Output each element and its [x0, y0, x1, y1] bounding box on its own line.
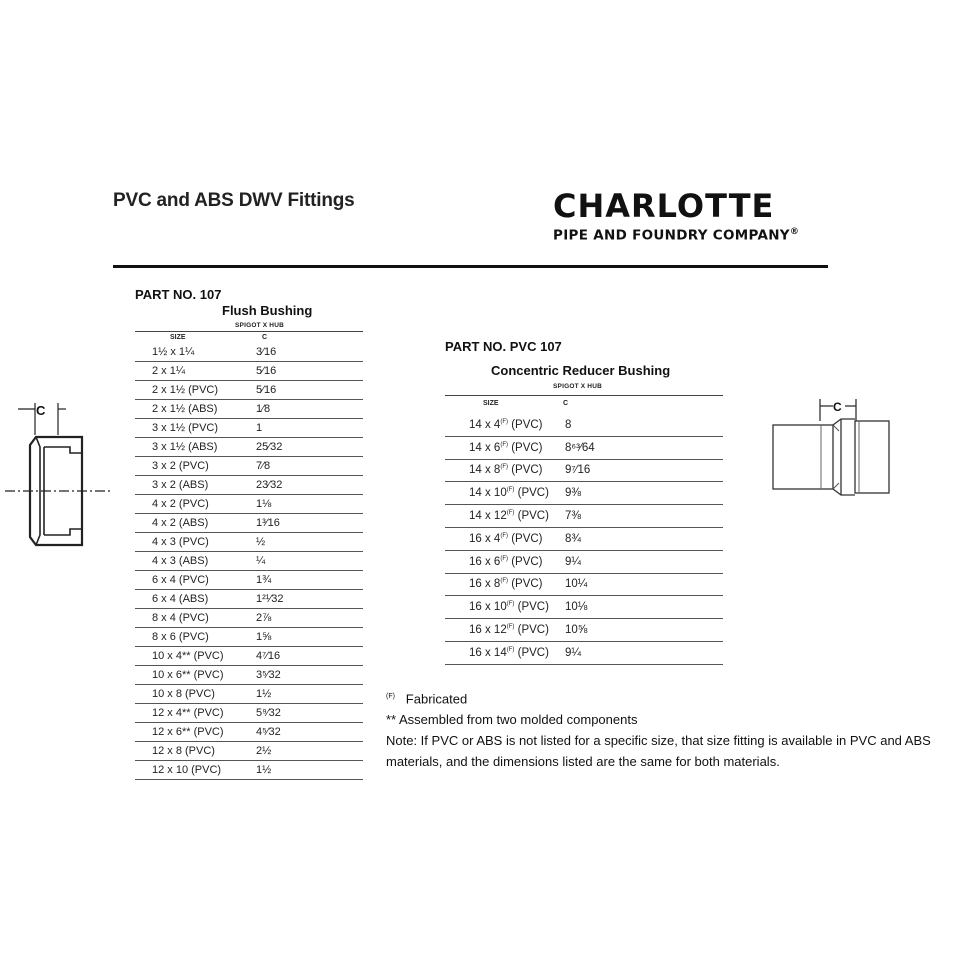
- material-value: (PVC): [511, 578, 543, 591]
- c-dimension-cell: 1: [248, 419, 363, 438]
- size-cell: 3 x 1½ (ABS): [135, 438, 248, 457]
- size-cell: 4 x 3 (PVC): [135, 533, 248, 552]
- material-value: (PVC): [517, 601, 549, 614]
- table-row: [135, 438, 363, 457]
- size-cell: 2 x 1½ (ABS): [135, 400, 248, 419]
- left-part-number: PART NO. 107: [135, 287, 222, 302]
- right-fitting-name: Concentric Reducer Bushing: [491, 363, 671, 378]
- left-col-c-header: C: [262, 334, 268, 341]
- c-dimension-cell: 3⁄16: [248, 343, 363, 362]
- header-divider: [113, 265, 828, 268]
- size-cell: 2 x 1½ (PVC): [135, 381, 248, 400]
- size-cell: 10 x 4** (PVC): [135, 647, 248, 666]
- size-cell: 12 x 4** (PVC): [135, 704, 248, 723]
- fabricated-mark: (F): [500, 464, 508, 471]
- c-dimension-cell: 9⅜: [557, 482, 723, 505]
- size-cell: 2 x 1¼: [135, 362, 248, 381]
- c-dimension-cell: 7⅜: [557, 505, 723, 528]
- table-row: [135, 704, 363, 723]
- flush-bushing-diagram: [0, 395, 120, 555]
- company-logo-subtitle: [553, 227, 799, 244]
- table-row: [445, 550, 723, 573]
- left-fitting-subtitle: SPIGOT X HUB: [235, 322, 284, 329]
- size-cell: [445, 436, 557, 459]
- fabricated-mark: (F): [500, 578, 508, 585]
- size-value: 14 x 6: [469, 441, 501, 454]
- size-value: 16 x 4: [469, 532, 501, 545]
- left-fitting-name: Flush Bushing: [222, 303, 313, 318]
- table-row: [445, 482, 723, 505]
- note-fabricated: [386, 686, 958, 709]
- fabricated-mark: (F): [506, 647, 515, 654]
- right-col-size-header: SIZE: [483, 400, 499, 407]
- size-cell: 3 x 1½ (PVC): [135, 419, 248, 438]
- table-row: [135, 419, 363, 438]
- company-logo-wordmark: CHARLOTTE: [553, 187, 775, 225]
- c-dimension-cell: 8: [557, 414, 723, 436]
- table-row: [445, 414, 723, 436]
- material-value: (PVC): [511, 418, 543, 431]
- table-row: [445, 459, 723, 482]
- c-dimension-cell: 1¾: [248, 571, 363, 590]
- note-materials: Note: If PVC or ABS is not listed for a specific size, that size fitting is available in PVC and ABS materials, and the dimensions listed are the same for both materials.: [386, 733, 931, 770]
- notes-section: [386, 686, 958, 772]
- c-dimension-cell: 1²¹⁄32: [248, 590, 363, 609]
- material-value: (PVC): [511, 464, 543, 477]
- c-dimension-cell: 1½: [248, 685, 363, 704]
- c-dimension-cell: 7⁄8: [248, 457, 363, 476]
- size-value: 16 x 14: [469, 646, 507, 659]
- c-dimension-cell: 5⁄16: [248, 362, 363, 381]
- table-row: [445, 436, 723, 459]
- c-dimension-cell: 9¼: [557, 550, 723, 573]
- size-value: 14 x 10: [469, 487, 507, 500]
- size-cell: 8 x 4 (PVC): [135, 609, 248, 628]
- table-row: [135, 609, 363, 628]
- size-cell: 3 x 2 (ABS): [135, 476, 248, 495]
- c-dimension-cell: 1⅝: [248, 628, 363, 647]
- c-dimension-cell: 10¼: [557, 573, 723, 596]
- material-value: (PVC): [511, 441, 543, 454]
- table-row: [135, 495, 363, 514]
- table-row: [445, 641, 723, 664]
- c-dimension-cell: 25⁄32: [248, 438, 363, 457]
- c-dimension-cell: 3⁵⁄32: [248, 666, 363, 685]
- table-row: [445, 619, 723, 642]
- c-dimension-cell: 4⁷⁄16: [248, 647, 363, 666]
- size-cell: 6 x 4 (ABS): [135, 590, 248, 609]
- size-value: 16 x 12: [469, 624, 507, 637]
- size-value: 16 x 6: [469, 555, 501, 568]
- size-cell: [445, 596, 557, 619]
- c-dimension-cell: 2⅞: [248, 609, 363, 628]
- table-row: [135, 590, 363, 609]
- left-col-size-header: SIZE: [170, 334, 186, 341]
- page-title: PVC and ABS DWV Fittings: [113, 190, 355, 211]
- size-cell: 4 x 2 (ABS): [135, 514, 248, 533]
- material-value: (PVC): [511, 532, 543, 545]
- size-cell: 4 x 3 (ABS): [135, 552, 248, 571]
- c-dimension-cell: 9¼: [557, 641, 723, 664]
- right-col-c-header: C: [563, 400, 569, 407]
- size-cell: [445, 527, 557, 550]
- table-row: [135, 571, 363, 590]
- size-cell: 8 x 6 (PVC): [135, 628, 248, 647]
- size-cell: [445, 482, 557, 505]
- table-row: [445, 573, 723, 596]
- size-cell: 3 x 2 (PVC): [135, 457, 248, 476]
- logo-subtitle-text: PIPE AND FOUNDRY COMPANY: [553, 227, 790, 244]
- size-cell: 6 x 4 (PVC): [135, 571, 248, 590]
- c-dimension-cell: 1⁄8: [248, 400, 363, 419]
- fabricated-mark: (F): [506, 487, 515, 494]
- c-dimension-cell: 5⁄16: [248, 381, 363, 400]
- table-row: [135, 761, 363, 780]
- material-value: (PVC): [517, 624, 549, 637]
- concentric-reducer-bushing-table: [445, 414, 723, 665]
- size-cell: [445, 459, 557, 482]
- table-row: [135, 400, 363, 419]
- left-table-top-rule: [135, 331, 363, 332]
- size-cell: 4 x 2 (PVC): [135, 495, 248, 514]
- right-diagram-c-label: C: [833, 400, 842, 414]
- c-dimension-cell: 1½: [248, 761, 363, 780]
- note-assembled: ** Assembled from two molded components: [386, 712, 638, 728]
- registered-mark: ®: [789, 227, 800, 237]
- table-row: [135, 514, 363, 533]
- size-cell: 12 x 10 (PVC): [135, 761, 248, 780]
- size-cell: [445, 505, 557, 528]
- c-dimension-cell: 1³⁄16: [248, 514, 363, 533]
- c-dimension-cell: 9⁷⁄16: [557, 459, 723, 482]
- material-value: (PVC): [517, 487, 549, 500]
- table-row: [135, 647, 363, 666]
- size-cell: 12 x 6** (PVC): [135, 723, 248, 742]
- size-cell: [445, 619, 557, 642]
- fabricated-mark: (F): [506, 624, 515, 631]
- table-row: [135, 381, 363, 400]
- table-row: [135, 457, 363, 476]
- c-dimension-cell: 5⁹⁄32: [248, 704, 363, 723]
- table-row: [135, 343, 363, 362]
- size-value: 16 x 8: [469, 578, 501, 591]
- fabricated-mark: (F): [500, 441, 508, 448]
- c-dimension-cell: 4⁵⁄32: [248, 723, 363, 742]
- size-value: 16 x 10: [469, 601, 507, 614]
- table-row: [135, 476, 363, 495]
- material-value: (PVC): [511, 555, 543, 568]
- c-dimension-cell: ½: [248, 533, 363, 552]
- concentric-reducer-diagram: [765, 395, 895, 505]
- fabricated-mark: (F): [500, 555, 508, 562]
- c-dimension-cell: 8¾: [557, 527, 723, 550]
- c-dimension-cell: 8⁶³⁄64: [557, 436, 723, 459]
- fabricated-mark: (F): [506, 601, 515, 608]
- size-value: 14 x 8: [469, 464, 501, 477]
- right-table-top-rule: [445, 395, 723, 396]
- table-row: [445, 527, 723, 550]
- size-cell: 12 x 8 (PVC): [135, 742, 248, 761]
- fabricated-text: Fabricated: [405, 691, 468, 707]
- size-cell: 10 x 6** (PVC): [135, 666, 248, 685]
- size-cell: [445, 550, 557, 573]
- c-dimension-cell: 10⅝: [557, 619, 723, 642]
- size-cell: 1½ x 1¼: [135, 343, 248, 362]
- table-row: [135, 533, 363, 552]
- right-fitting-subtitle: SPIGOT X HUB: [553, 383, 602, 390]
- fabricated-mark: (F): [500, 533, 508, 540]
- material-value: (PVC): [517, 646, 549, 659]
- size-cell: [445, 414, 557, 436]
- table-row: [445, 596, 723, 619]
- size-cell: 10 x 8 (PVC): [135, 685, 248, 704]
- table-row: [135, 628, 363, 647]
- fabricated-mark: (F): [506, 510, 515, 517]
- c-dimension-cell: 10⅛: [557, 596, 723, 619]
- c-dimension-cell: 2½: [248, 742, 363, 761]
- table-row: [135, 742, 363, 761]
- table-row: [135, 362, 363, 381]
- c-dimension-cell: 1⅛: [248, 495, 363, 514]
- fabricated-mark: (F): [500, 419, 508, 426]
- size-cell: [445, 573, 557, 596]
- fabricated-mark: (F): [386, 693, 395, 700]
- table-row: [135, 666, 363, 685]
- size-cell: [445, 641, 557, 664]
- table-row: [135, 552, 363, 571]
- material-value: (PVC): [517, 510, 549, 523]
- flush-bushing-table: [135, 343, 363, 780]
- c-dimension-cell: ¼: [248, 552, 363, 571]
- table-row: [135, 723, 363, 742]
- left-diagram-c-label: C: [36, 403, 46, 418]
- right-part-number: PART NO. PVC 107: [445, 339, 562, 354]
- size-value: 14 x 12: [469, 510, 507, 523]
- table-row: [445, 505, 723, 528]
- size-value: 14 x 4: [469, 418, 501, 431]
- table-row: [135, 685, 363, 704]
- c-dimension-cell: 23⁄32: [248, 476, 363, 495]
